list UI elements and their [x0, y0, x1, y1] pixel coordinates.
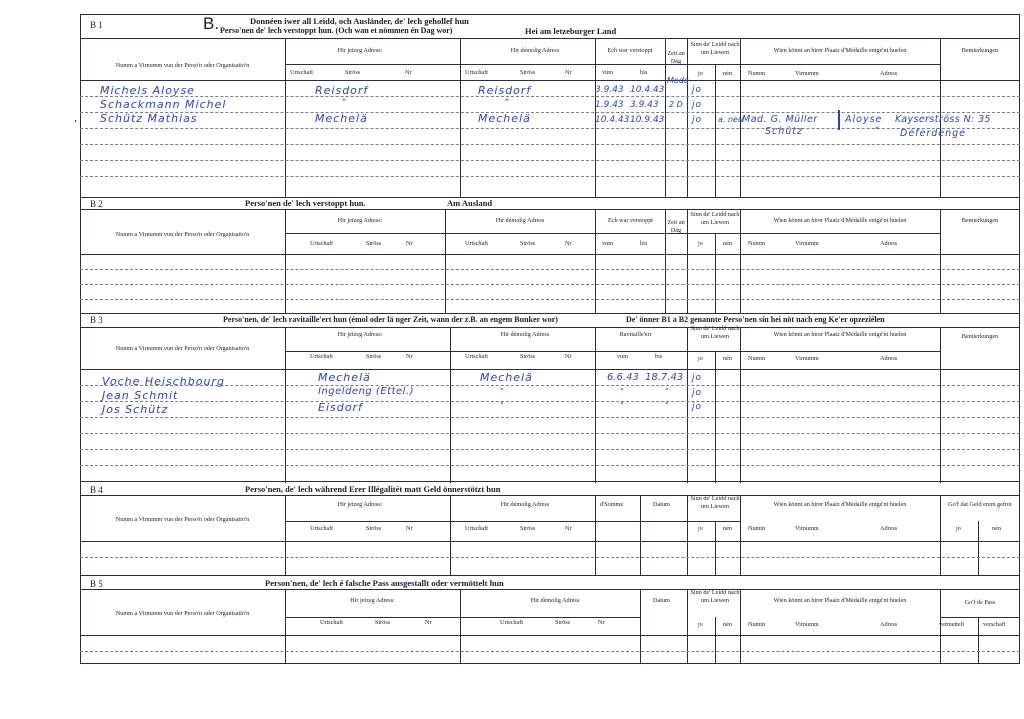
col-life: Sinn de' Leidd nach um Liewen	[690, 325, 740, 340]
entry-from: 3.9.43	[595, 85, 624, 95]
row-line	[80, 269, 1020, 270]
col-from: vum	[602, 240, 614, 247]
col-nr: Nr	[406, 240, 413, 247]
col-medal-first: Virnumm	[795, 621, 819, 628]
grid-line	[687, 589, 688, 664]
col-medal: Wien könnt an hirer Plaatz d'Médaille entgé'nt huelen	[773, 597, 907, 604]
col-nr: Nr	[406, 525, 413, 532]
col-locality: Urtschaft	[465, 353, 489, 360]
row-line	[80, 651, 1020, 652]
col-name: Numm a Virnumm vun der Perso'n oder Organisatio'n	[115, 610, 250, 617]
row-line	[80, 449, 1020, 450]
grid-line	[285, 64, 940, 65]
section-border	[80, 313, 1020, 314]
row-line	[80, 144, 1020, 145]
section-border	[80, 575, 1020, 576]
col-no: nén	[723, 355, 732, 362]
row-line	[80, 96, 1020, 97]
grid-line	[285, 521, 740, 522]
col-remarks: Bemierkungen	[961, 217, 999, 224]
grid-line	[450, 495, 451, 575]
section-title: Perso'nen, de' lech ravitaille'ert hun (émol oder lä nger Zeit, wann der z.B. an engem Bunker wor)	[223, 315, 558, 324]
col-former-address: Hir démolig Adress	[495, 217, 545, 224]
entry-former: "	[505, 98, 511, 108]
entry-former: Reisdorf	[478, 84, 532, 97]
col-street: Ströss	[366, 525, 382, 532]
grid-line	[940, 209, 941, 313]
entry-former: "	[500, 401, 505, 410]
col-no: nén	[723, 621, 732, 628]
col-yes: jo	[698, 240, 703, 247]
grid-line	[715, 64, 716, 197]
entry-current: Reisdorf	[315, 84, 369, 97]
entry-name: Michels Aloyse	[100, 84, 195, 97]
col-street: Ströss	[366, 240, 382, 247]
col-current-address: Hir jetzeg Adress:	[337, 501, 383, 508]
col-current-address: Hir jetzeg Adress:	[337, 331, 383, 338]
col-locality: Urtschaft	[290, 69, 314, 76]
col-money: Go'f dat Geld erem gefrot	[948, 501, 1012, 508]
grid-line	[740, 209, 741, 313]
grid-line	[940, 589, 941, 664]
col-locality: Urtschaft	[465, 240, 489, 247]
col-name: Numm a Virnumm vun der Perso'n oder Organisatio'n	[115, 231, 250, 238]
grid-line	[687, 38, 688, 197]
entry-current: Mechelä	[318, 371, 371, 384]
section-note: De' önner B1 a B2 genannte Perso'nen sin hei nöt nach eng Ke'er opzeziélen	[626, 315, 885, 324]
grid-line	[595, 495, 596, 575]
col-pass: Go'f de Pass	[964, 599, 996, 606]
entry-to: "	[665, 387, 670, 396]
col-no: nén	[723, 240, 732, 247]
col-name: Numm a Virnumm vun der Perso'n oder Organisatio'n	[115, 516, 250, 523]
col-nr: Nr	[425, 619, 432, 626]
col-yes: jo	[698, 525, 703, 532]
grid-line	[940, 617, 1020, 618]
section-b3	[80, 313, 1020, 483]
grid-line	[940, 495, 941, 575]
entry-medal-name: Schütz	[765, 126, 804, 137]
col-street: Ströss	[375, 619, 391, 626]
entry-life: jo	[692, 388, 703, 398]
col-medal-name: Numm	[748, 355, 766, 362]
section-tag: B 3	[90, 315, 103, 325]
col-to: bis	[640, 240, 648, 247]
col-yes: jo	[956, 525, 961, 532]
col-from: vum	[602, 69, 614, 76]
section-place: Am Ausland	[447, 198, 493, 208]
entry-life: jo	[692, 100, 703, 110]
section-b5	[80, 575, 1020, 664]
grid-line	[285, 209, 286, 313]
grid-line	[285, 495, 286, 575]
col-date: Datum	[653, 501, 670, 508]
grid-line	[445, 209, 446, 313]
entry-to: 18.7.43	[645, 372, 684, 383]
col-current-address: Hir jetzeg Adress:	[337, 217, 383, 224]
col-nr: Nr	[405, 69, 412, 76]
col-pass-issued: vermettelt	[939, 621, 965, 628]
col-no: nén	[723, 70, 732, 77]
col-pass-made: verschaft	[983, 621, 1006, 628]
col-street: Ströss	[520, 353, 536, 360]
grid-line	[285, 351, 940, 352]
grid-line	[80, 495, 1020, 496]
entry-life: jo	[692, 115, 703, 125]
grid-line	[665, 38, 666, 197]
grid-line	[80, 635, 1020, 636]
grid-line	[80, 209, 1020, 210]
entry-current: Ingeldeng (Ettel.)	[318, 386, 415, 397]
col-locality: Urtschaft	[310, 353, 334, 360]
col-street: Ströss	[520, 525, 536, 532]
grid-line	[285, 589, 286, 664]
entry-from: 1.9.43	[595, 100, 624, 110]
section-tag: B 4	[90, 485, 103, 495]
col-yes: jo	[698, 621, 703, 628]
entry-from: 10.4.43	[595, 115, 630, 125]
entry-from: "	[620, 387, 625, 396]
col-street: Ströss	[345, 69, 361, 76]
col-medal-name: Numm	[748, 525, 766, 532]
entry-name: Jos Schütz	[102, 403, 169, 416]
section-title: Perso'nen de' lech verstoppt hun. (Och wan et nömmen én Dag wor)	[220, 26, 453, 35]
col-life: Sinn de' Leidd nach um Liewen	[690, 41, 740, 56]
grid-line	[595, 209, 596, 313]
col-life: Sinn de' Leidd nach um Liewen	[690, 495, 740, 510]
section-title: Person'nen, de' lech é falsche Pass ausgestallt oder vermöttelt hun	[265, 578, 504, 588]
entry-current: "	[342, 98, 348, 108]
entry-to: 3.9.43	[630, 100, 659, 110]
col-from: vum	[617, 353, 629, 360]
col-medal-name: Numm	[748, 70, 766, 77]
section-title: Perso'nen de' lech verstoppt hun.	[245, 198, 366, 208]
section-place: Hei am letzeburger Land	[525, 26, 617, 36]
col-medal: Wien könnt an hirer Plaatz d'Médaille entgé'nt huelen	[773, 501, 907, 508]
col-medal-address: Adress	[880, 621, 898, 628]
col-to: bis	[640, 69, 648, 76]
row-line	[80, 557, 1020, 558]
grid-line	[460, 589, 461, 664]
section-border	[80, 481, 1020, 482]
entry-name: Schackmann Michel	[100, 98, 227, 111]
form-title: Donnéen iwer all Leidd, och Ausländer, de' lech gehollef hun	[250, 16, 469, 26]
grid-line	[80, 80, 1020, 81]
col-nr: Nr	[565, 69, 572, 76]
grid-line	[285, 233, 940, 234]
col-medal-first: Virnumm	[795, 240, 819, 247]
entry-life: jo	[692, 373, 703, 383]
entry-medal-address: Kayserströss N: 35	[895, 114, 991, 125]
grid-line	[978, 521, 979, 575]
row-line	[80, 176, 1020, 177]
grid-line	[640, 589, 641, 664]
grid-line	[715, 521, 716, 575]
col-medal: Wien könnt an hirer Plaatz d'Médaille entgé'nt huelen	[773, 331, 907, 338]
grid-line	[740, 495, 741, 575]
col-hid: Ech war verstoppt	[607, 217, 654, 224]
col-former-address: Hir démolig Adress	[500, 331, 550, 338]
entry-life: jo	[692, 85, 703, 95]
section-tag: B 1	[90, 20, 103, 30]
entry-to: 10.4.43	[630, 85, 665, 95]
col-locality: Urtschaft	[310, 525, 334, 532]
grid-line	[687, 495, 688, 575]
grid-line	[285, 38, 286, 197]
grid-line	[640, 495, 641, 575]
col-current-address: Hir jetzeg Adress:	[350, 597, 395, 604]
col-medal-address: Adress	[880, 70, 898, 77]
section-title: Perso'nen, de' lech während Erer Illégalitét matt Geld önnerstötzt hun	[245, 484, 501, 494]
col-nr: Nr	[565, 353, 572, 360]
col-former-address: Hir démolig Adress	[530, 597, 580, 604]
col-locality: Urtschaft	[465, 525, 489, 532]
col-days: Zeit an Däg	[667, 219, 685, 234]
col-locality: Urtschaft	[500, 619, 524, 626]
entry-life: jo	[692, 402, 703, 412]
entry-medal-address: Déferdenge	[900, 128, 967, 139]
entry-from: "	[620, 401, 625, 410]
entry-medal-name: Mad. G. Müller	[742, 114, 818, 125]
entry-medal-first: "	[875, 126, 881, 136]
entry-days: 2 D	[669, 100, 683, 109]
col-medal-name: Numm	[748, 621, 766, 628]
col-medal-name: Numm	[748, 240, 766, 247]
grid-line	[665, 209, 666, 313]
ink-stroke	[838, 110, 840, 130]
col-medal-address: Adress	[880, 355, 898, 362]
col-street: Ströss	[520, 69, 536, 76]
row-line	[80, 465, 1020, 466]
entry-former: Mechelä	[480, 371, 533, 384]
col-medal-address: Adress	[880, 525, 898, 532]
col-life: Sinn de' Leidd nach um Liewen	[690, 589, 740, 604]
col-yes: jo	[698, 355, 703, 362]
col-name: Numm a Virnumm vun der Perso'n oder Organisatio'n	[115, 345, 250, 352]
col-medal-first: Virnumm	[795, 525, 819, 532]
grid-line	[80, 254, 1020, 255]
row-line	[80, 160, 1020, 161]
col-days: Zeit an Däg	[667, 50, 685, 65]
col-street: Ströss	[366, 353, 382, 360]
entry-life-note: a. neu	[718, 115, 744, 124]
section-tag: B 2	[90, 199, 103, 209]
col-life: Sinn de' Leidd nach um Liewen	[690, 211, 740, 226]
section-border	[80, 197, 1020, 198]
col-nr: Nr	[406, 353, 413, 360]
section-tag: B 5	[90, 579, 103, 589]
entry-to: 10.9.43	[630, 115, 665, 125]
col-medal-first: Virnumm	[795, 355, 819, 362]
form-letter: B.	[203, 14, 220, 33]
grid-line	[285, 617, 640, 618]
col-street: Ströss	[555, 619, 571, 626]
row-line	[80, 284, 1020, 285]
entry-former: "	[500, 387, 505, 396]
section-b4	[80, 481, 1020, 577]
entry-current: Eisdorf	[318, 401, 363, 414]
col-medal: Wien könnt an hirer Plaatz d'Médaille entgé'nt huelen	[773, 47, 907, 54]
entry-medal-first: Aloyse	[845, 114, 883, 125]
col-locality: Urtschaft	[320, 619, 344, 626]
col-former-address: Hir démolig Adress	[500, 501, 550, 508]
row-line	[80, 112, 1020, 113]
entry-former: Mechelä	[478, 112, 531, 125]
col-remarks: Bemierkungen	[961, 333, 999, 340]
grid-line	[715, 233, 716, 313]
grid-line	[740, 589, 741, 664]
grid-line	[80, 327, 1020, 328]
margin-mark	[75, 120, 76, 122]
col-medal: Wien könnt an hirer Plaatz d'Médaille entgé'nt huelen	[773, 217, 907, 224]
grid-line	[80, 541, 1020, 542]
grid-line	[460, 38, 461, 197]
row-line	[80, 401, 1020, 402]
row-line	[80, 433, 1020, 434]
col-current-address: Hir jetzeg Adress:	[337, 47, 383, 54]
entry-current: Mechelä	[315, 112, 368, 125]
grid-line	[940, 327, 941, 483]
col-yes: jo	[698, 70, 703, 77]
section-b1	[80, 14, 1020, 197]
entry-days-note: Mede	[667, 76, 689, 85]
grid-line	[978, 617, 979, 664]
col-nr: Nr	[565, 525, 572, 532]
grid-line	[715, 617, 716, 664]
col-to: bis	[655, 353, 663, 360]
entry-to: "	[665, 401, 670, 410]
entry-name: Jean Schmit	[102, 389, 179, 402]
col-remarks: Bemierkungen	[961, 47, 999, 54]
entry-name: Voche Heischbourg	[102, 375, 225, 388]
col-date: Datum	[653, 597, 670, 604]
col-sum: d'Somme	[600, 501, 624, 508]
col-no: nén	[992, 525, 1001, 532]
col-medal-address: Adress	[880, 240, 898, 247]
col-locality: Urtschaft	[310, 240, 334, 247]
row-line	[80, 417, 1020, 418]
section-header	[80, 14, 1020, 39]
col-supplied: Ravitaille'ert	[619, 331, 652, 338]
entry-from: 6.6.43	[607, 372, 639, 383]
col-medal-first: Virnumm	[795, 70, 819, 77]
col-nr: Nr	[565, 240, 572, 247]
section-b2	[80, 197, 1020, 315]
col-former-address: Hir démolig Adress	[510, 47, 560, 54]
grid-line	[687, 209, 688, 313]
col-locality: Urtschaft	[465, 69, 489, 76]
col-name: Numm a Virnumm vun der Perso'n oder Organisatio'n	[115, 62, 250, 69]
entry-name: Schütz Mathias	[100, 112, 198, 125]
grid-line	[80, 369, 1020, 370]
col-hid: Ech war verstoppt	[607, 47, 653, 54]
col-no: nén	[723, 525, 732, 532]
col-street: Ströss	[520, 240, 536, 247]
col-nr: Nr	[598, 619, 605, 626]
grid-line	[80, 589, 1020, 590]
row-line	[80, 299, 1020, 300]
